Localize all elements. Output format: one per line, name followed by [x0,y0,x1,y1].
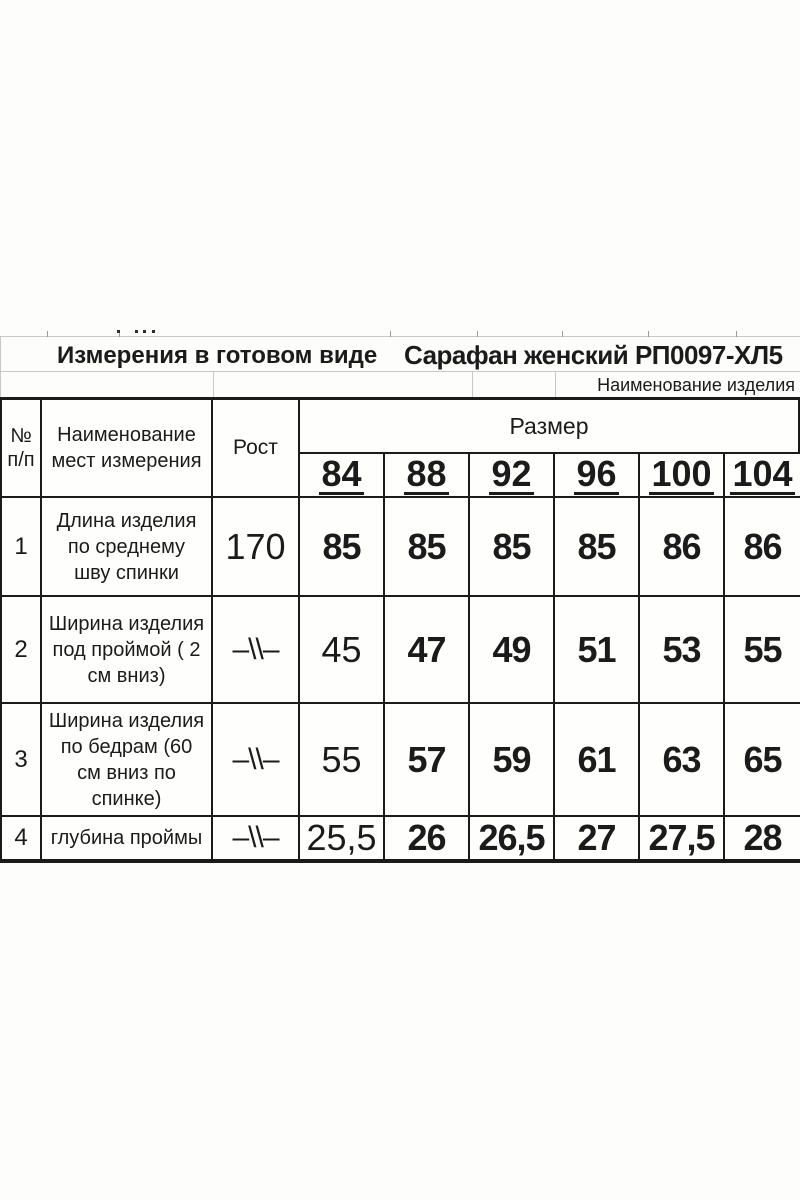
col-header-num-line2: п/п [7,449,35,471]
stray-dot [117,330,120,333]
column-tick [736,331,737,337]
size-group-header: Размер [300,400,800,454]
size-value: 26 [385,817,470,859]
size-table [0,397,800,863]
size-value: 57 [385,704,470,817]
size-value: 63 [640,704,725,817]
size-header-label: 100 [651,454,712,494]
title-measurements: Измерения в готовом виде [57,342,378,369]
size-header-104 [725,454,800,498]
measurement-row-number: 3 [2,704,42,817]
stray-dot [143,330,146,333]
measurement-name-line: см вниз по [77,761,176,784]
size-header-label: 92 [491,454,532,494]
spreadsheet-remnant-line-mid [0,371,800,372]
size-header-label: 96 [576,454,617,494]
size-header-100 [640,454,725,498]
size-header-label: 88 [406,454,447,494]
column-tick [648,331,649,337]
measurement-name-line: по бедрам (60 [60,735,193,758]
size-value: 45 [300,597,385,704]
col-header-rost: Рост [213,400,300,498]
column-tick [562,331,563,337]
size-value: 27 [555,817,640,859]
sub-row-divider [555,371,556,397]
sub-row-divider [213,371,214,397]
col-header-num [2,400,42,498]
size-value: 27,5 [640,817,725,859]
size-value: 59 [470,704,555,817]
size-value: 28 [743,817,782,858]
size-header-label: 84 [321,454,362,494]
size-value: 25,5 [300,817,385,859]
measurement-name [42,817,213,859]
measurement-name-line: под проймой ( 2 [52,638,201,661]
size-header-96 [555,454,640,498]
size-value: 85 [555,498,640,597]
measurement-name [42,498,213,597]
measurement-name-line: спинке) [91,787,162,810]
col-header-num-line1: № [10,425,32,447]
measurement-name-line: Длина изделия [56,509,197,532]
measurement-name-line: шву спинки [74,561,179,584]
size-value: 51 [555,597,640,704]
column-tick [390,331,391,337]
measurement-name-line: см вниз) [87,664,166,687]
size-value: 49 [470,597,555,704]
size-value: 53 [640,597,725,704]
rost-ditto-mark: –\\– [213,597,300,704]
size-header-label: 104 [732,454,793,494]
measurement-name [42,704,213,817]
spreadsheet-remnant-line-top [0,336,800,337]
size-value: 85 [300,498,385,597]
sub-row-divider [472,371,473,397]
size-value: 86 [640,498,725,597]
column-tick [477,331,478,337]
product-name-label: Наименование изделия [597,375,795,395]
measurement-row-number: 4 [2,817,42,859]
size-value: 26,5 [470,817,555,859]
measurement-name-line: глубина проймы [50,827,203,849]
measurement-name-line: Ширина изделия [48,612,205,635]
size-value: 61 [555,704,640,817]
stray-dot [152,330,155,333]
col-header-name: Наименование мест измерения [42,400,213,498]
size-header-84 [300,454,385,498]
size-header-92 [470,454,555,498]
measurement-row-number: 2 [2,597,42,704]
size-value: 55 [725,597,800,704]
measurement-name [42,597,213,704]
measurement-row-number: 1 [2,498,42,597]
rost-ditto-mark: –\\– [213,817,300,859]
column-tick [47,331,48,337]
measurement-name-line: Ширина изделия [48,709,205,732]
size-value: 85 [470,498,555,597]
size-header-88 [385,454,470,498]
rost-ditto-mark: –\\– [213,704,300,817]
size-value: 86 [725,498,800,597]
size-value: 65 [725,704,800,817]
sheet-left-edge-line [0,336,1,397]
size-value: 47 [385,597,470,704]
size-value: 55 [300,704,385,817]
rost-value: 170 [213,498,300,597]
stray-dot [135,330,138,333]
size-value: 85 [385,498,470,597]
measurement-name-line: по среднему [67,535,186,558]
title-product: Сарафан женский РП0097-ХЛ5 [404,340,783,370]
